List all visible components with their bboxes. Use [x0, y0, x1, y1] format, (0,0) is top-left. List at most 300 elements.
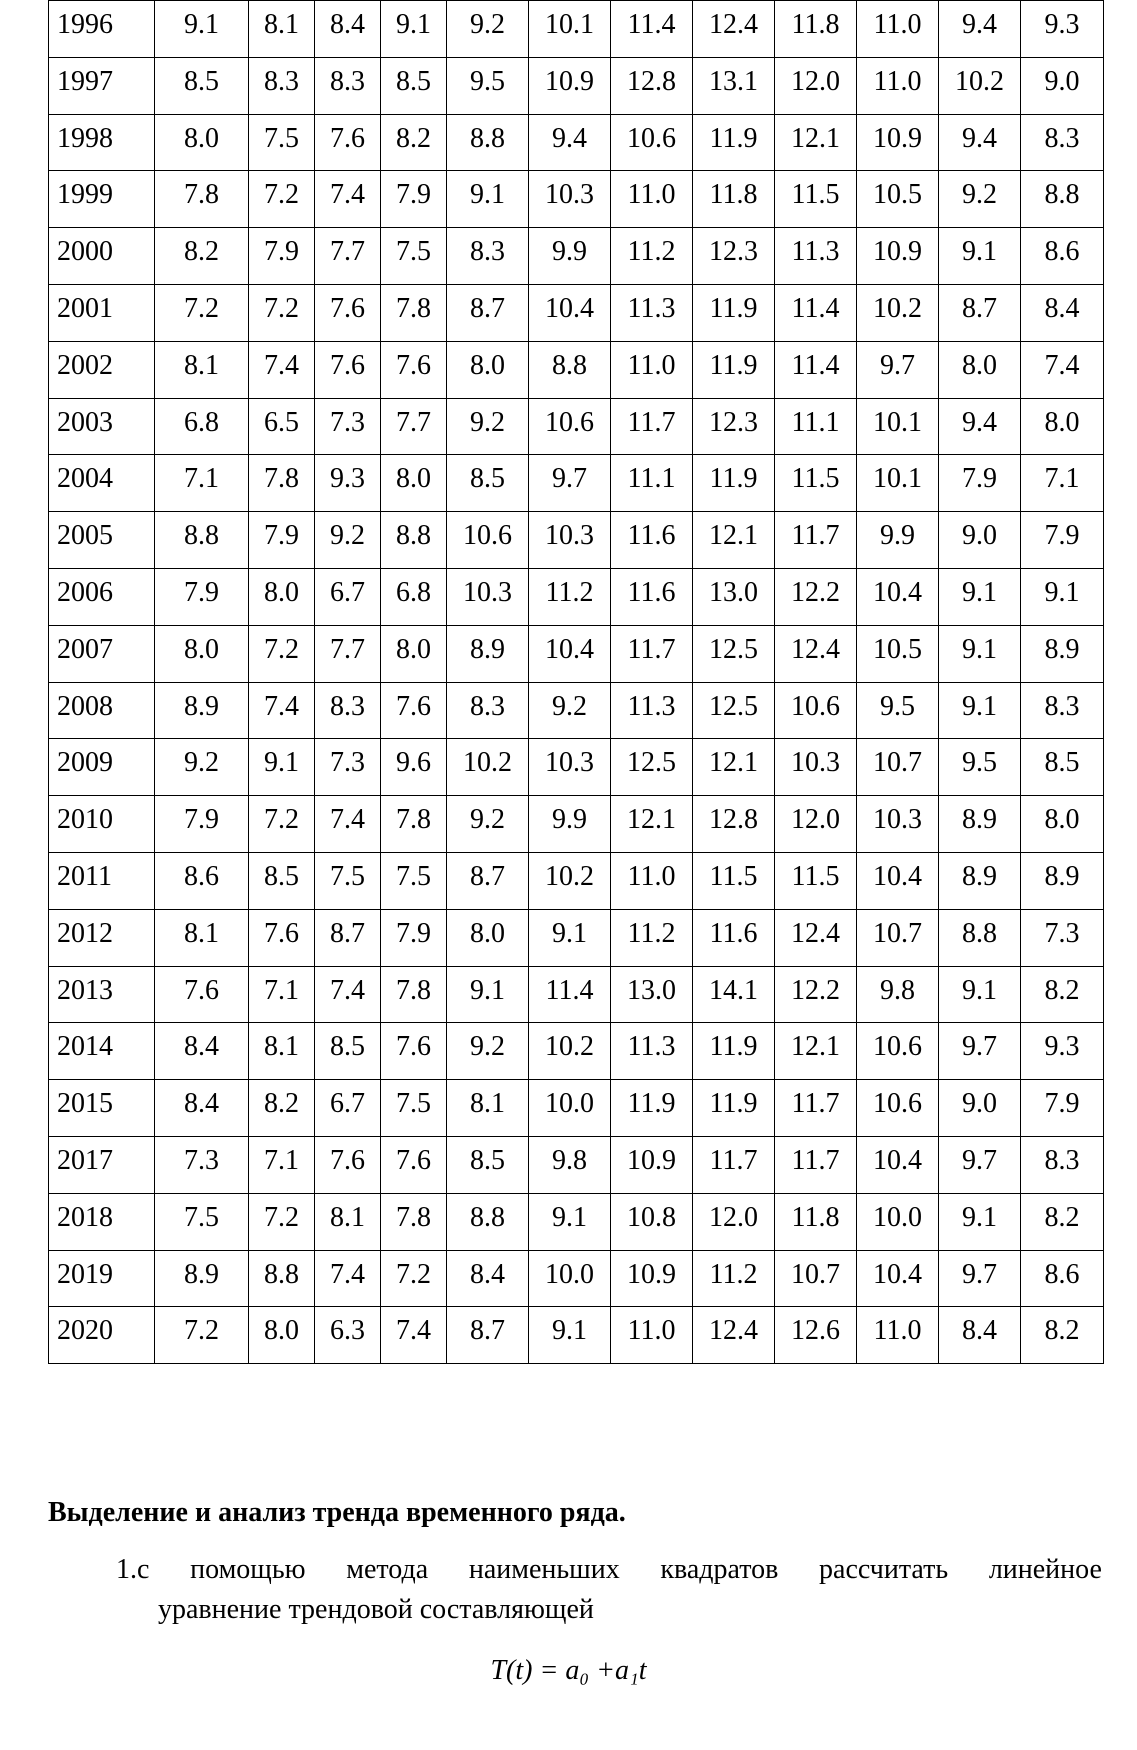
year-cell: 2005: [49, 512, 155, 569]
value-cell: 7.4: [1021, 341, 1104, 398]
value-cell: 8.4: [447, 1250, 529, 1307]
value-cell: 9.5: [447, 57, 529, 114]
value-cell: 12.5: [693, 682, 775, 739]
year-cell: 2000: [49, 228, 155, 285]
value-cell: 8.0: [381, 455, 447, 512]
value-cell: 9.2: [447, 1, 529, 58]
year-cell: 2002: [49, 341, 155, 398]
table-body: [49, 1, 1104, 1364]
value-cell: 9.1: [381, 1, 447, 58]
value-cell: 11.3: [775, 228, 857, 285]
value-cell: 8.8: [249, 1250, 315, 1307]
value-cell: 11.7: [611, 398, 693, 455]
value-cell: 10.3: [529, 512, 611, 569]
value-cell: 6.7: [315, 1080, 381, 1137]
value-cell: 8.9: [1021, 625, 1104, 682]
value-cell: 7.6: [381, 1136, 447, 1193]
value-cell: 7.6: [315, 284, 381, 341]
year-cell: 2009: [49, 739, 155, 796]
value-cell: 7.2: [155, 1307, 249, 1364]
value-cell: 8.5: [447, 1136, 529, 1193]
value-cell: 8.8: [381, 512, 447, 569]
value-cell: 9.2: [315, 512, 381, 569]
value-cell: 10.9: [529, 57, 611, 114]
year-cell: 2012: [49, 909, 155, 966]
value-cell: 11.9: [693, 341, 775, 398]
value-cell: 12.8: [693, 796, 775, 853]
value-cell: 11.8: [775, 1193, 857, 1250]
value-cell: 7.6: [249, 909, 315, 966]
year-cell: 2010: [49, 796, 155, 853]
value-cell: 8.1: [155, 341, 249, 398]
value-cell: 9.1: [155, 1, 249, 58]
value-cell: 11.7: [611, 625, 693, 682]
value-cell: 10.8: [611, 1193, 693, 1250]
value-cell: 8.7: [447, 1307, 529, 1364]
value-cell: 8.7: [447, 852, 529, 909]
table-row: [49, 796, 1104, 853]
value-cell: 8.9: [939, 852, 1021, 909]
value-cell: 8.4: [155, 1080, 249, 1137]
value-cell: 11.0: [857, 1, 939, 58]
value-cell: 8.1: [447, 1080, 529, 1137]
value-cell: 10.7: [857, 909, 939, 966]
value-cell: 8.6: [155, 852, 249, 909]
value-cell: 7.9: [155, 568, 249, 625]
value-cell: 9.1: [939, 1193, 1021, 1250]
value-cell: 11.3: [611, 682, 693, 739]
value-cell: 12.0: [775, 796, 857, 853]
value-cell: 10.2: [939, 57, 1021, 114]
value-cell: 8.0: [155, 625, 249, 682]
table-row: [49, 171, 1104, 228]
value-cell: 12.1: [611, 796, 693, 853]
value-cell: 10.2: [529, 1023, 611, 1080]
value-cell: 9.1: [939, 682, 1021, 739]
value-cell: 8.4: [315, 1, 381, 58]
value-cell: 8.4: [939, 1307, 1021, 1364]
value-cell: 8.9: [1021, 852, 1104, 909]
table-row: [49, 852, 1104, 909]
value-cell: 7.9: [1021, 1080, 1104, 1137]
value-cell: 11.5: [775, 852, 857, 909]
value-cell: 11.5: [775, 455, 857, 512]
value-cell: 11.8: [775, 1, 857, 58]
value-cell: 7.9: [1021, 512, 1104, 569]
value-cell: 10.4: [857, 1136, 939, 1193]
value-cell: 8.0: [1021, 398, 1104, 455]
value-cell: 11.7: [775, 512, 857, 569]
table-row: [49, 284, 1104, 341]
value-cell: 10.6: [857, 1080, 939, 1137]
value-cell: 8.2: [1021, 1307, 1104, 1364]
table-row: [49, 625, 1104, 682]
year-cell: 2003: [49, 398, 155, 455]
value-cell: 8.0: [1021, 796, 1104, 853]
value-cell: 12.4: [775, 909, 857, 966]
value-cell: 7.3: [315, 398, 381, 455]
year-cell: 2004: [49, 455, 155, 512]
value-cell: 11.9: [693, 1023, 775, 1080]
value-cell: 6.7: [315, 568, 381, 625]
value-cell: 7.4: [315, 966, 381, 1023]
value-cell: 8.5: [381, 57, 447, 114]
value-cell: 8.0: [249, 568, 315, 625]
value-cell: 8.0: [939, 341, 1021, 398]
value-cell: 9.5: [939, 739, 1021, 796]
value-cell: 9.1: [447, 171, 529, 228]
value-cell: 7.8: [381, 796, 447, 853]
value-cell: 10.3: [529, 171, 611, 228]
trend-formula: T(t) = a₀ +a₁t: [490, 1655, 647, 1686]
value-cell: 8.5: [1021, 739, 1104, 796]
table-row: [49, 1023, 1104, 1080]
value-cell: 11.6: [693, 909, 775, 966]
value-cell: 10.3: [447, 568, 529, 625]
value-cell: 8.8: [447, 1193, 529, 1250]
value-cell: 7.7: [381, 398, 447, 455]
year-cell: 1999: [49, 171, 155, 228]
value-cell: 6.5: [249, 398, 315, 455]
value-cell: 8.6: [1021, 1250, 1104, 1307]
year-cell: 2020: [49, 1307, 155, 1364]
value-cell: 8.2: [155, 228, 249, 285]
value-cell: 7.2: [381, 1250, 447, 1307]
value-cell: 8.9: [155, 1250, 249, 1307]
value-cell: 13.0: [611, 966, 693, 1023]
value-cell: 9.9: [529, 228, 611, 285]
task-item-line-2: уравнение трендовой составляющей: [158, 1594, 594, 1625]
value-cell: 11.8: [693, 171, 775, 228]
value-cell: 14.1: [693, 966, 775, 1023]
value-cell: 8.0: [155, 114, 249, 171]
value-cell: 13.0: [693, 568, 775, 625]
value-cell: 11.6: [611, 568, 693, 625]
value-cell: 7.5: [155, 1193, 249, 1250]
section-heading: Выделение и анализ тренда временного ряда.: [48, 1497, 626, 1528]
value-cell: 9.2: [529, 682, 611, 739]
value-cell: 11.9: [693, 114, 775, 171]
value-cell: 8.3: [1021, 1136, 1104, 1193]
value-cell: 9.8: [857, 966, 939, 1023]
value-cell: 8.7: [939, 284, 1021, 341]
value-cell: 10.9: [611, 1250, 693, 1307]
table-row: [49, 966, 1104, 1023]
value-cell: 11.0: [611, 171, 693, 228]
value-cell: 8.1: [249, 1, 315, 58]
value-cell: 12.2: [775, 966, 857, 1023]
table-row: [49, 1307, 1104, 1364]
value-cell: 11.4: [775, 341, 857, 398]
value-cell: 10.1: [857, 455, 939, 512]
value-cell: 7.1: [249, 1136, 315, 1193]
value-cell: 10.3: [857, 796, 939, 853]
value-cell: 9.1: [249, 739, 315, 796]
value-cell: 11.7: [775, 1136, 857, 1193]
value-cell: 8.3: [315, 682, 381, 739]
value-cell: 11.9: [693, 1080, 775, 1137]
value-cell: 10.4: [857, 568, 939, 625]
table-row: [49, 1, 1104, 58]
value-cell: 7.4: [381, 1307, 447, 1364]
table-row: [49, 1080, 1104, 1137]
value-cell: 11.0: [857, 57, 939, 114]
value-cell: 9.2: [447, 1023, 529, 1080]
value-cell: 9.8: [529, 1136, 611, 1193]
value-cell: 11.3: [611, 284, 693, 341]
value-cell: 7.5: [381, 228, 447, 285]
table-row: [49, 228, 1104, 285]
year-cell: 2013: [49, 966, 155, 1023]
value-cell: 9.7: [939, 1023, 1021, 1080]
value-cell: 8.0: [447, 909, 529, 966]
value-cell: 10.7: [857, 739, 939, 796]
value-cell: 8.1: [249, 1023, 315, 1080]
value-cell: 8.3: [249, 57, 315, 114]
value-cell: 7.2: [249, 796, 315, 853]
value-cell: 9.3: [315, 455, 381, 512]
table-row: [49, 1250, 1104, 1307]
table-row: [49, 739, 1104, 796]
value-cell: 10.0: [857, 1193, 939, 1250]
value-cell: 10.6: [529, 398, 611, 455]
year-cell: 2017: [49, 1136, 155, 1193]
table-row: [49, 682, 1104, 739]
value-cell: 10.5: [857, 171, 939, 228]
value-cell: 8.3: [315, 57, 381, 114]
value-cell: 10.4: [529, 284, 611, 341]
value-cell: 11.5: [693, 852, 775, 909]
year-cell: 1996: [49, 1, 155, 58]
value-cell: 11.7: [693, 1136, 775, 1193]
value-cell: 8.6: [1021, 228, 1104, 285]
value-cell: 10.0: [529, 1250, 611, 1307]
value-cell: 10.4: [857, 1250, 939, 1307]
value-cell: 11.4: [611, 1, 693, 58]
value-cell: 12.0: [693, 1193, 775, 1250]
value-cell: 11.2: [529, 568, 611, 625]
value-cell: 12.1: [775, 114, 857, 171]
value-cell: 11.2: [611, 228, 693, 285]
value-cell: 9.1: [447, 966, 529, 1023]
temperature-table: [48, 0, 1104, 1364]
table-row: [49, 568, 1104, 625]
value-cell: 7.3: [1021, 909, 1104, 966]
table-row: [49, 455, 1104, 512]
value-cell: 7.4: [315, 796, 381, 853]
value-cell: 7.6: [155, 966, 249, 1023]
value-cell: 8.5: [155, 57, 249, 114]
year-cell: 2015: [49, 1080, 155, 1137]
value-cell: 8.3: [447, 228, 529, 285]
value-cell: 10.5: [857, 625, 939, 682]
value-cell: 11.0: [611, 1307, 693, 1364]
value-cell: 12.2: [775, 568, 857, 625]
value-cell: 7.3: [315, 739, 381, 796]
value-cell: 9.4: [939, 1, 1021, 58]
value-cell: 10.6: [447, 512, 529, 569]
value-cell: 9.1: [939, 966, 1021, 1023]
value-cell: 10.6: [857, 1023, 939, 1080]
value-cell: 7.4: [249, 341, 315, 398]
value-cell: 7.7: [315, 228, 381, 285]
value-cell: 7.2: [249, 1193, 315, 1250]
value-cell: 7.7: [315, 625, 381, 682]
value-cell: 11.0: [611, 341, 693, 398]
value-cell: 7.6: [315, 341, 381, 398]
value-cell: 12.6: [775, 1307, 857, 1364]
value-cell: 9.1: [1021, 568, 1104, 625]
value-cell: 7.8: [381, 284, 447, 341]
table-row: [49, 57, 1104, 114]
value-cell: 8.9: [447, 625, 529, 682]
value-cell: 8.8: [447, 114, 529, 171]
task-item-word: линейное: [988, 1554, 1102, 1585]
value-cell: 10.0: [529, 1080, 611, 1137]
value-cell: 8.5: [249, 852, 315, 909]
value-cell: 8.3: [1021, 682, 1104, 739]
value-cell: 8.5: [447, 455, 529, 512]
value-cell: 9.1: [529, 909, 611, 966]
value-cell: 12.4: [693, 1, 775, 58]
value-cell: 8.2: [381, 114, 447, 171]
value-cell: 9.4: [939, 114, 1021, 171]
value-cell: 10.3: [529, 739, 611, 796]
table-row: [49, 1193, 1104, 1250]
value-cell: 9.3: [1021, 1, 1104, 58]
value-cell: 7.6: [315, 1136, 381, 1193]
value-cell: 8.7: [315, 909, 381, 966]
value-cell: 7.9: [381, 171, 447, 228]
value-cell: 9.4: [529, 114, 611, 171]
task-item-word: помощью: [190, 1554, 306, 1585]
value-cell: 9.4: [939, 398, 1021, 455]
value-cell: 8.1: [315, 1193, 381, 1250]
value-cell: 11.1: [775, 398, 857, 455]
value-cell: 9.3: [1021, 1023, 1104, 1080]
task-item: [116, 1550, 1102, 1630]
value-cell: 7.1: [249, 966, 315, 1023]
value-cell: 7.4: [249, 682, 315, 739]
task-item-word: метода: [346, 1554, 429, 1585]
value-cell: 7.6: [381, 682, 447, 739]
value-cell: 13.1: [693, 57, 775, 114]
value-cell: 11.2: [611, 909, 693, 966]
value-cell: 10.4: [529, 625, 611, 682]
value-cell: 7.5: [315, 852, 381, 909]
value-cell: 8.8: [1021, 171, 1104, 228]
value-cell: 7.8: [381, 1193, 447, 1250]
value-cell: 12.1: [693, 739, 775, 796]
value-cell: 7.5: [249, 114, 315, 171]
table-row: [49, 341, 1104, 398]
value-cell: 8.3: [1021, 114, 1104, 171]
value-cell: 9.0: [1021, 57, 1104, 114]
value-cell: 10.9: [857, 228, 939, 285]
value-cell: 9.2: [447, 398, 529, 455]
value-cell: 9.2: [447, 796, 529, 853]
value-cell: 9.5: [857, 682, 939, 739]
task-item-word: квадратов: [660, 1554, 779, 1585]
value-cell: 10.1: [857, 398, 939, 455]
value-cell: 7.8: [155, 171, 249, 228]
year-cell: 2007: [49, 625, 155, 682]
table-row: [49, 512, 1104, 569]
value-cell: 10.3: [775, 739, 857, 796]
value-cell: 8.8: [529, 341, 611, 398]
year-cell: 2018: [49, 1193, 155, 1250]
value-cell: 9.1: [529, 1307, 611, 1364]
task-item-word: рассчитать: [819, 1554, 949, 1585]
value-cell: 12.0: [775, 57, 857, 114]
value-cell: 9.0: [939, 1080, 1021, 1137]
value-cell: 12.4: [693, 1307, 775, 1364]
value-cell: 10.9: [611, 1136, 693, 1193]
value-cell: 8.2: [249, 1080, 315, 1137]
value-cell: 7.1: [155, 455, 249, 512]
value-cell: 6.3: [315, 1307, 381, 1364]
value-cell: 11.0: [857, 1307, 939, 1364]
value-cell: 9.7: [529, 455, 611, 512]
value-cell: 12.1: [775, 1023, 857, 1080]
value-cell: 8.2: [1021, 966, 1104, 1023]
year-cell: 2019: [49, 1250, 155, 1307]
value-cell: 8.0: [447, 341, 529, 398]
task-item-word: наименьших: [468, 1554, 620, 1585]
value-cell: 12.1: [693, 512, 775, 569]
value-cell: 9.1: [939, 568, 1021, 625]
value-cell: 8.8: [155, 512, 249, 569]
year-cell: 1998: [49, 114, 155, 171]
value-cell: 7.6: [381, 1023, 447, 1080]
value-cell: 9.2: [939, 171, 1021, 228]
value-cell: 11.4: [775, 284, 857, 341]
value-cell: 7.2: [155, 284, 249, 341]
value-cell: 9.1: [939, 625, 1021, 682]
value-cell: 12.3: [693, 398, 775, 455]
value-cell: 7.5: [381, 852, 447, 909]
value-cell: 8.7: [447, 284, 529, 341]
year-cell: 2014: [49, 1023, 155, 1080]
value-cell: 7.2: [249, 625, 315, 682]
value-cell: 7.5: [381, 1080, 447, 1137]
value-cell: 9.7: [857, 341, 939, 398]
value-cell: 10.6: [611, 114, 693, 171]
value-cell: 12.8: [611, 57, 693, 114]
task-item-line-1: [116, 1550, 1102, 1590]
value-cell: 7.9: [939, 455, 1021, 512]
value-cell: 9.7: [939, 1250, 1021, 1307]
value-cell: 7.9: [155, 796, 249, 853]
table-row: [49, 114, 1104, 171]
value-cell: 8.3: [447, 682, 529, 739]
value-cell: 7.8: [381, 966, 447, 1023]
year-cell: 2006: [49, 568, 155, 625]
value-cell: 7.8: [249, 455, 315, 512]
value-cell: 7.9: [249, 228, 315, 285]
value-cell: 10.2: [529, 852, 611, 909]
value-cell: 10.4: [857, 852, 939, 909]
value-cell: 10.2: [857, 284, 939, 341]
value-cell: 7.4: [315, 1250, 381, 1307]
value-cell: 9.2: [155, 739, 249, 796]
value-cell: 9.9: [529, 796, 611, 853]
value-cell: 7.6: [315, 114, 381, 171]
value-cell: 8.1: [155, 909, 249, 966]
value-cell: 11.6: [611, 512, 693, 569]
value-cell: 10.9: [857, 114, 939, 171]
value-cell: 12.3: [693, 228, 775, 285]
